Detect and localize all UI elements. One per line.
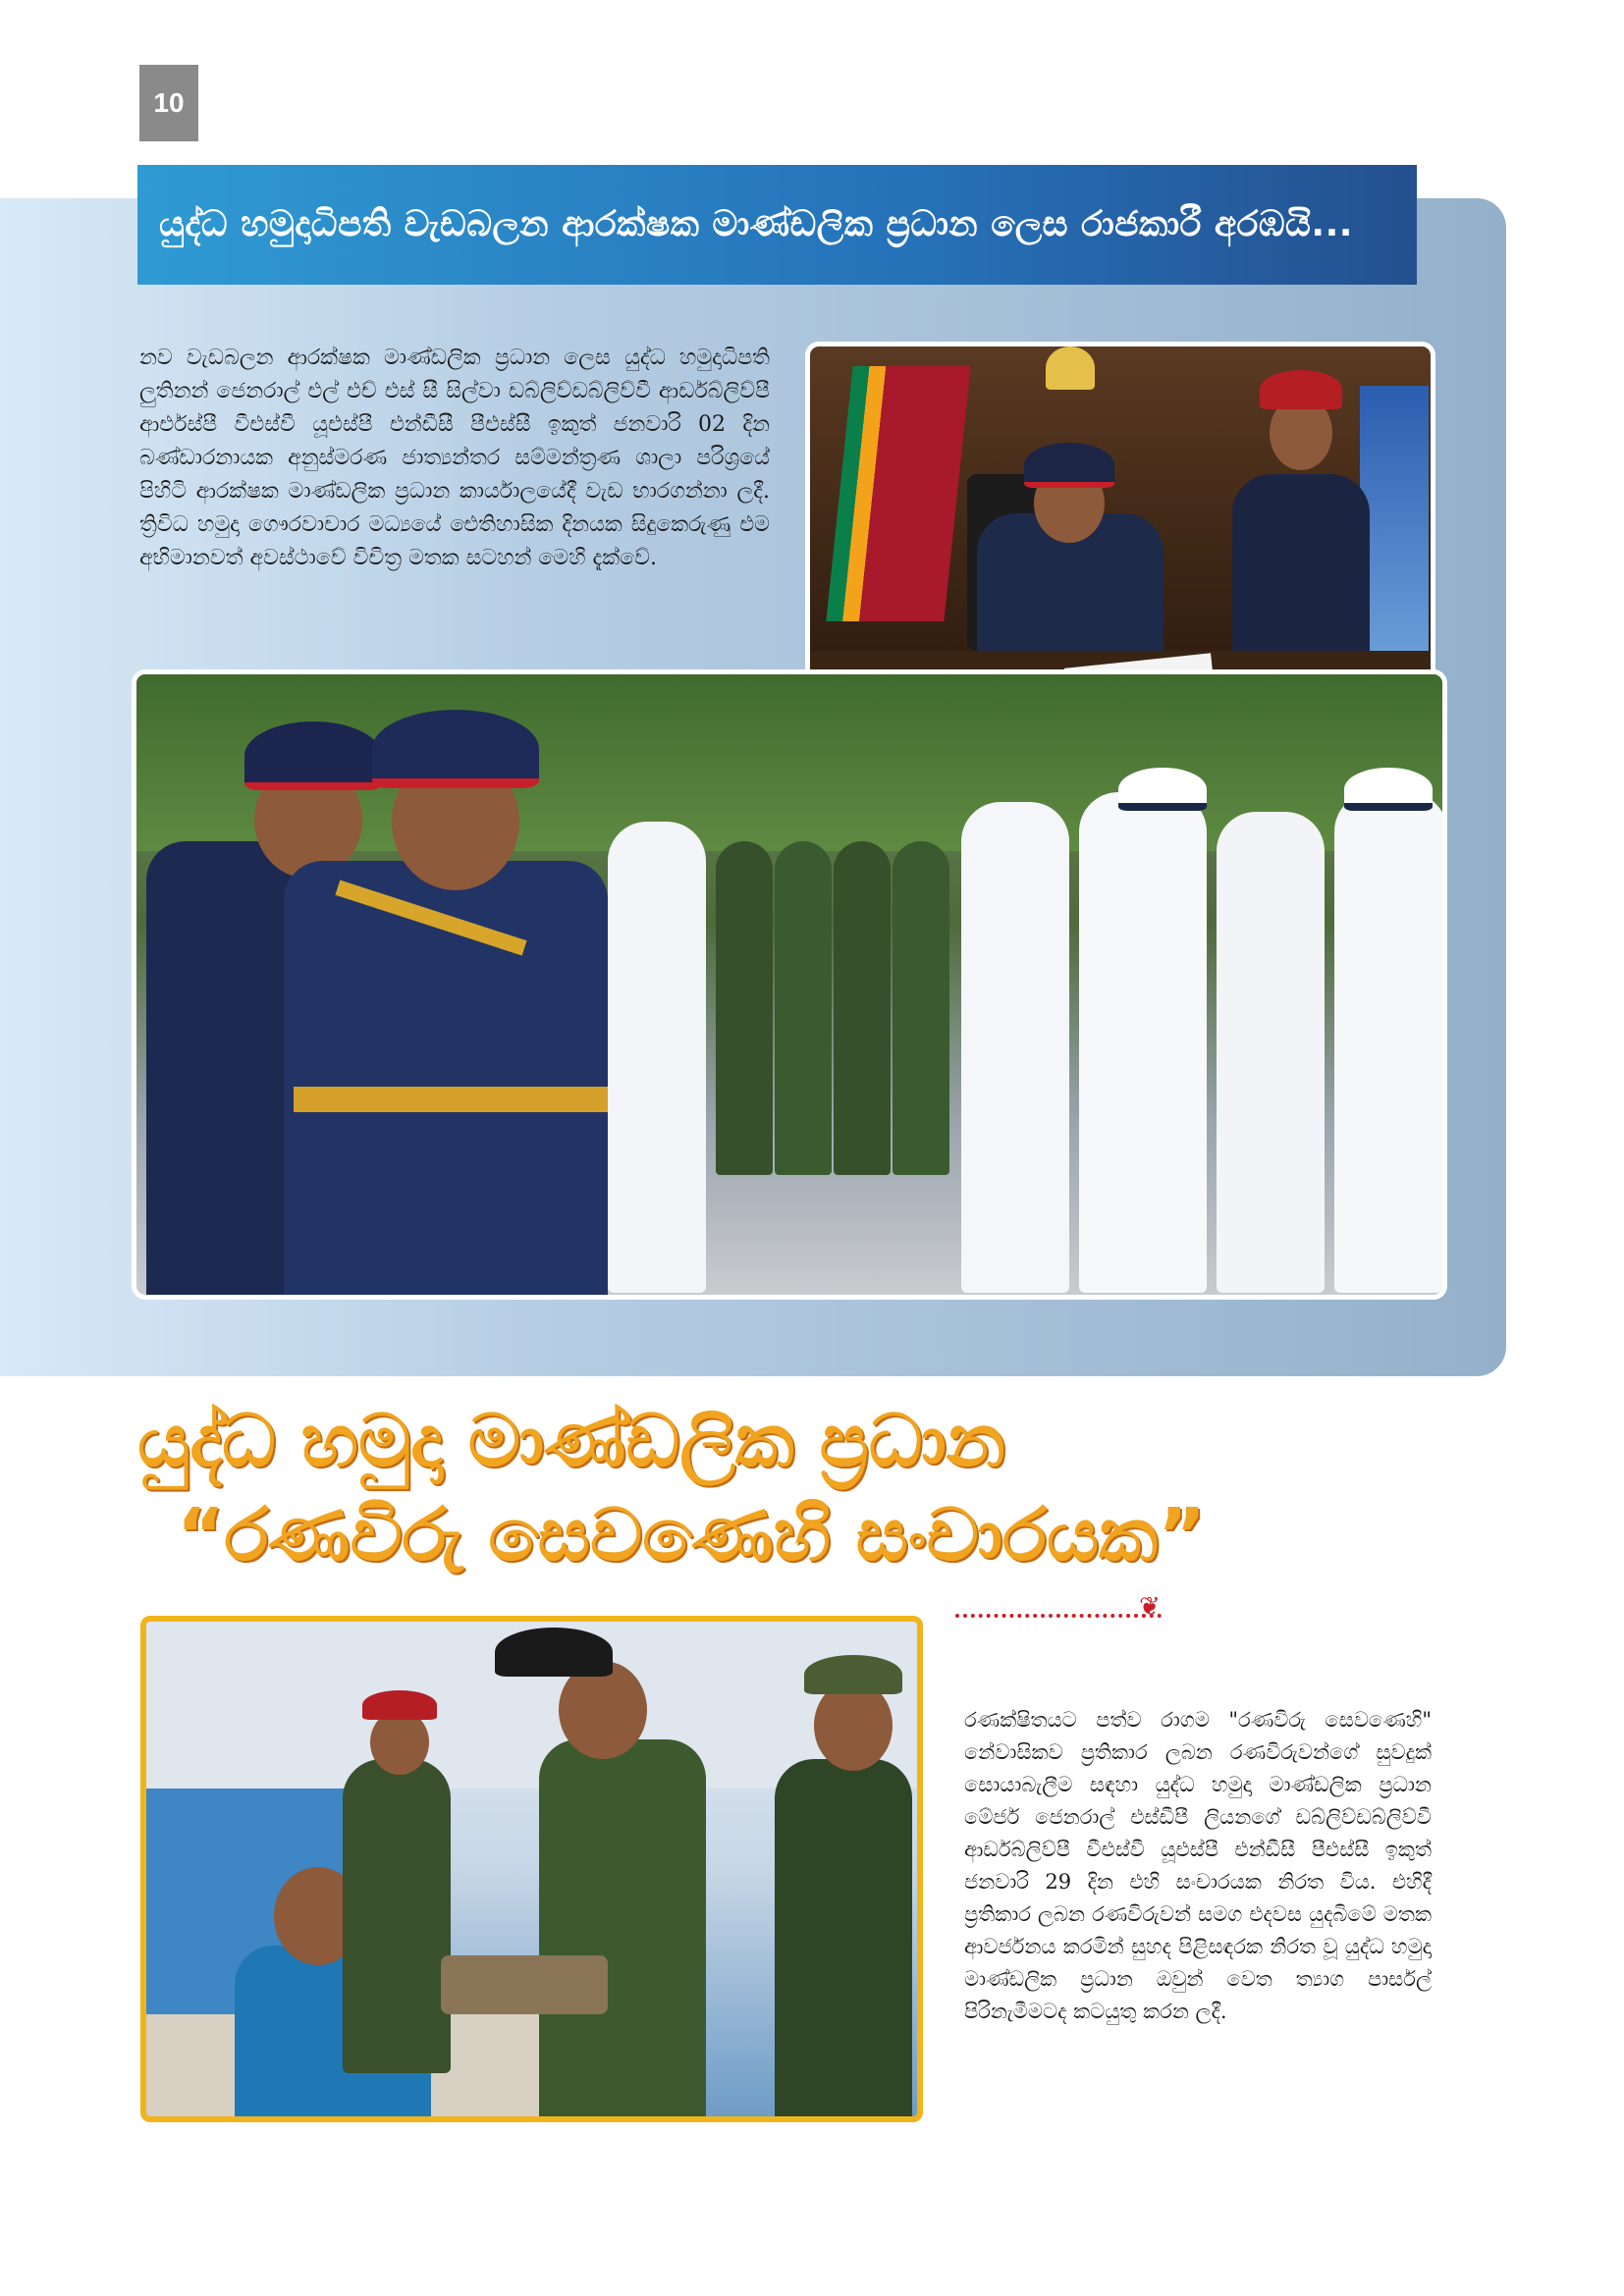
- sailor-white-5: [1334, 792, 1447, 1293]
- article-2-body: රණක්ෂිතයට පත්ව රාගම "රණවිරු සෙවණෙහි" නේවාසිකව ප්‍රතිකාර ලබන රණවිරුවන්ගේ සුවදුක් සොයාබැලීම සඳහා යුද්ධ හමුදා මාණ්ඩලික ප්‍රධාන මේජර් ජෙනරාල් එස්ඩීපී ලියනගේ ඩබ්ලිව්ඩබ්ලිව්වී ආර්ඩබ්ලිව්පී වීඑස්වී යූඑස්පී එන්ඩීසී පීඑස්සී ඉකුත් ජනවාරි 29 දින එහි සංචාරයක නිරත විය. එහිදී ප්‍රතිකාර ලබන රණවිරුවන් සමග එදවස යුදබිමේ මතක ආවර්ජනය කරමින් සුහද පිළිසඳරක නිරත වූ යුද්ධ හමුදා මාණ්ඩලික ප්‍රධාන ඔවුන් වෙත ත්‍යාග පාර්සල් පිරිනැමීමටද කටයුතු කරන ලදී.: [964, 1708, 1432, 2023]
- sailor-white-4: [1217, 812, 1325, 1293]
- chief-of-staff-figure: [539, 1739, 706, 2122]
- officer-right-figure: [775, 1759, 912, 2122]
- sailor-cap: [1118, 768, 1207, 811]
- dotted-divider: [955, 1600, 1162, 1618]
- officer-rear-cap: [244, 721, 382, 790]
- gift-parcel: [441, 1955, 608, 2014]
- seated-general-cap: [1024, 443, 1114, 488]
- officer-right-cap: [804, 1655, 902, 1694]
- article-2-headline: [137, 1394, 1218, 1582]
- page-number: 10: [139, 65, 198, 141]
- sailor-white-2: [961, 802, 1069, 1293]
- article-2-headline-line-1: යුද්ධ හමුදා මාණ්ඩලික ප්‍රධාන: [137, 1399, 1005, 1483]
- flourish-ornament-icon: ❦: [1139, 1592, 1161, 1622]
- sailor-white-3: [1079, 792, 1207, 1293]
- sailor-white-1: [608, 822, 706, 1293]
- article-1-headline-banner: [137, 165, 1417, 285]
- general-inspecting-cap: [372, 710, 539, 788]
- article-1-body: නව වැඩබලන ආරක්ෂක මාණ්ඩලික ප්‍රධාන ලෙස යුද්ධ හමුදාධිපති ලුතිනන් ජෙනරාල් එල් එච් එස් සී සිල්වා ඩබ්ලිව්ඩබ්ලිව්වී ආර්ඩබ්ලිව්පී ආර්එස්පී වීඑස්වී යූඑස්පී එන්ඩීසී පීඑස්සී ඉකුත් ජනවාරි 02 දින බණ්ඩාරනායක අනුස්මරණ ජාත්‍යන්තර සම්මන්ත්‍රණ ශාලා පරිශ්‍රයේ පිහිටි ආරක්ෂක මාණ්ඩලික ප්‍රධාන කාර්යාලයේදී වැඩ භාරගන්නා ලදී. ත්‍රිවිධ හමුදා ගෞරවාචාර මධ්‍යයේ ඓතිහාසික දිනයක සිදුකෙරුණු එම අභිමානවත් අවස්ථාවේ විචිත්‍ර මතක සටහන් මෙහි දැක්වේ.: [139, 346, 770, 570]
- emblem-plaque: [1046, 347, 1095, 390]
- soldier-green-4: [893, 841, 949, 1175]
- soldier-green-2: [775, 841, 832, 1175]
- sri-lanka-flag: [826, 366, 970, 621]
- photo-guard-of-honour: [132, 669, 1447, 1300]
- sailor-cap: [1344, 768, 1433, 811]
- article-1-headline: යුද්ධ හමුදාධිපති වැඩබලන ආරක්ෂක මාණ්ඩලික ප්‍රධාන ලෙස රාජකාරී අරඹයි...: [159, 204, 1353, 244]
- soldier-green-1: [716, 841, 773, 1175]
- standing-officer-cap: [1260, 370, 1342, 409]
- soldier-green-3: [834, 841, 891, 1175]
- photo-office-signing: [805, 342, 1435, 715]
- gold-sash: [294, 1087, 608, 1112]
- chief-of-staff-cap: [495, 1628, 613, 1677]
- officer-left-cap: [362, 1690, 437, 1720]
- article-2-headline-line-2: “රණවිරු සෙවණෙහි සංචාරයක”: [177, 1493, 1206, 1577]
- officer-left-figure: [343, 1759, 451, 2073]
- photo-hospital-visit: [140, 1616, 923, 2122]
